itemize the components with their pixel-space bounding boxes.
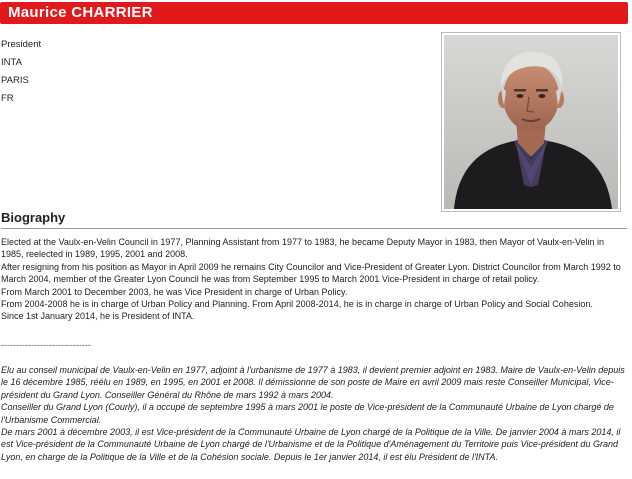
profile-info [1,36,41,108]
bio-en-paragraph: From 2004-2008 he is in charge of Urban Policy and Planning. From April 2008-2014, he is in charge in charge of Urban Policy and Social Cohesion. [1,299,593,310]
name-title-bar [0,2,628,24]
profile-role: President [1,39,42,50]
bio-en-paragraph: After resigning from his position as Mayor in April 2009 he remains City Councilor and Vice-President of Greater Lyon. District Councilor from March 1992 to March 2004, member of the Greater Lyon Council he was from September 1995 to March 2001 Vice-President in charge of retail policy. [1,261,621,285]
bio-en-paragraph: Elected at the Vaulx-en-Velin Council in 1977, Planning Assistant from 1977 to 1983, he became Deputy Mayor in 1983, then Mayor of Vaulx-en-Velin in 1985, reelected in 1989, 1995, 2001 and 2008. [1,237,605,260]
biography-heading: Biography [1,210,66,225]
profile-city: PARIS [1,75,29,86]
profile-country: FR [1,93,14,104]
biography-english [1,236,629,323]
bio-en-paragraph: From March 2001 to December 2003, he was Vice President in charge of Urban Policy. [1,286,348,297]
bio-fr-paragraph: De mars 2001 à décembre 2003, il est Vice-président de la Communauté Urbaine de Lyon chargé de la Politique de la Ville. De janvier 2004 à mars 2014, il est Vice-président de la Communauté Urbaine de Lyon chargé de l'Urbanisme et de la Politique d'Aménagement du Territoire puis Vice-président du Grand Lyon, en charge de la Politique de la Ville et de la Cohésion sociale. Depuis le 1er janvier 2014, il est élu Président de l'INTA. [1,427,621,462]
bio-fr-paragraph: Elu au conseil municipal de Vaulx-en-Velin en 1977, adjoint à l'urbanisme de 1977 à 1983, il devient premier adjoint en 1983. Maire de Vaulx-en-Velin depuis le 16 décembre 1985, réélu en 1989, en 1995, en 2001 et 2008. Il démissionne de son poste de Maire en avril 2009 mais reste Conseiller Municipal, Vice-président du Grand Lyon. Conseiller Général du Rhône de mars 1992 à mars 2004. [1,365,625,400]
portrait-image [444,35,618,209]
person-name: Maurice CHARRIER [8,4,153,21]
bio-en-paragraph: Since 1st January 2014, he is President of INTA. [1,311,195,322]
biography-french [1,364,629,463]
bio-fr-paragraph: Conseiller du Grand Lyon (Courly), il a occupé de septembre 1995 à mars 2001 le poste de Vice-président de la Communauté Urbaine de Lyon chargé de l'Urbanisme Commercial. [1,402,614,425]
dash-separator: ------------------------------ [1,340,91,350]
biography-divider-line [1,228,627,229]
profile-organization: INTA [1,57,22,68]
portrait-photo [441,32,621,212]
